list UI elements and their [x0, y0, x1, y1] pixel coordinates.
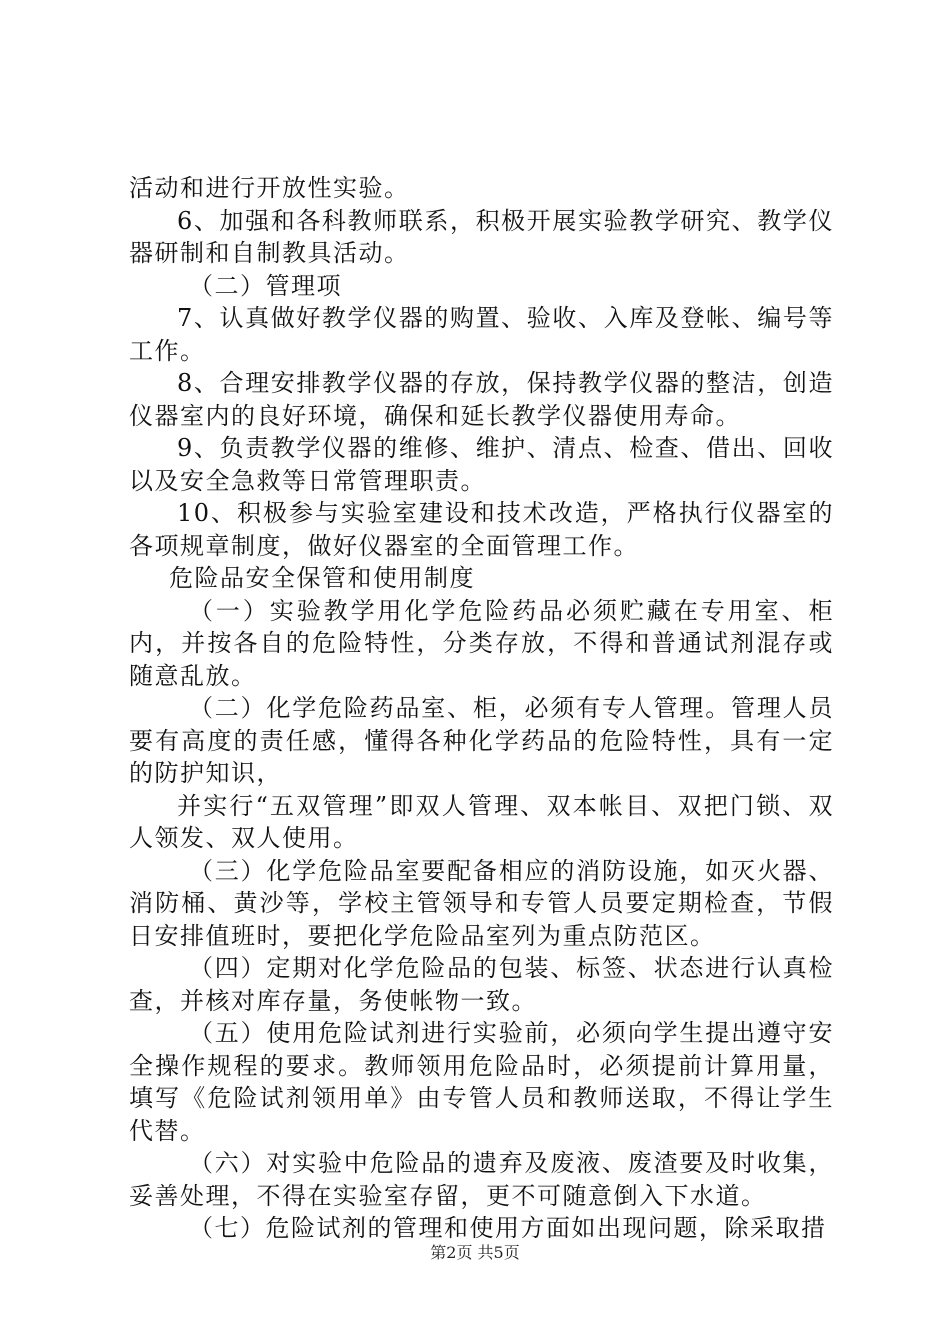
- paragraph-item-10: 10、积极参与实验室建设和技术改造，严格执行仪器室的各项规章制度，做好仪器室的全面管理工作。: [129, 499, 834, 560]
- paragraph-item-9: 9、负责教学仪器的维修、维护、清点、检查、借出、回收以及安全急救等日常管理职责。: [129, 434, 834, 495]
- page-number-label: 第2页 共5页: [430, 1243, 520, 1262]
- page-footer: [0, 1240, 950, 1263]
- paragraph-item-8: 8、合理安排教学仪器的存放，保持教学仪器的整洁，创造仪器室内的良好环境，确保和延长教学仪器使用寿命。: [129, 369, 834, 430]
- paragraph-continuation: 活动和进行开放性实验。: [129, 174, 410, 202]
- section-heading-management: （二）管理项: [189, 271, 342, 300]
- paragraph-item-6: 6、加强和各科教师联系，积极开展实验教学研究、教学仪器研制和自制教具活动。: [129, 206, 834, 267]
- paragraph-clause-2-continued: 并实行“五双管理”即双人管理、双本帐目、双把门锁、双人领发、双人使用。: [129, 791, 834, 852]
- paragraph-clause-4: （四）定期对化学危险品的包装、标签、状态进行认真检查，并核对库存量，务使帐物一致。: [129, 954, 834, 1015]
- paragraph-clause-2: （二）化学危险药品室、柜，必须有专人管理。管理人员要有高度的责任感，懂得各种化学药品的危险特性，具有一定的防护知识，: [129, 694, 834, 787]
- paragraph-clause-3: （三）化学危险品室要配备相应的消防设施，如灭火器、消防桶、黄沙等，学校主管领导和专管人员要定期检查，节假日安排值班时，要把化学危险品室列为重点防范区。: [129, 856, 834, 950]
- paragraph-clause-6: （六）对实验中危险品的遗弃及废液、废渣要及时收集，妥善处理，不得在实验室存留，更不可随意倒入下水道。: [129, 1149, 834, 1210]
- paragraph-clause-7: （七）危险试剂的管理和使用方面如出现问题，除采取措: [189, 1214, 827, 1242]
- document-body: [129, 172, 834, 1245]
- section-title-hazardous-materials: 危险品安全保管和使用制度: [169, 564, 475, 592]
- paragraph-item-7: 7、认真做好教学仪器的购置、验收、入库及登帐、编号等工作。: [129, 304, 834, 365]
- paragraph-clause-1: （一）实验教学用化学危险药品必须贮藏在专用室、柜内，并按各自的危险特性，分类存放，不得和普通试剂混存或随意乱放。: [129, 596, 834, 690]
- paragraph-clause-5: （五）使用危险试剂进行实验前，必须向学生提出遵守安全操作规程的要求。教师领用危险品时，必须提前计算用量，填写《危险试剂领用单》由专管人员和教师送取，不得让学生代替。: [129, 1019, 834, 1145]
